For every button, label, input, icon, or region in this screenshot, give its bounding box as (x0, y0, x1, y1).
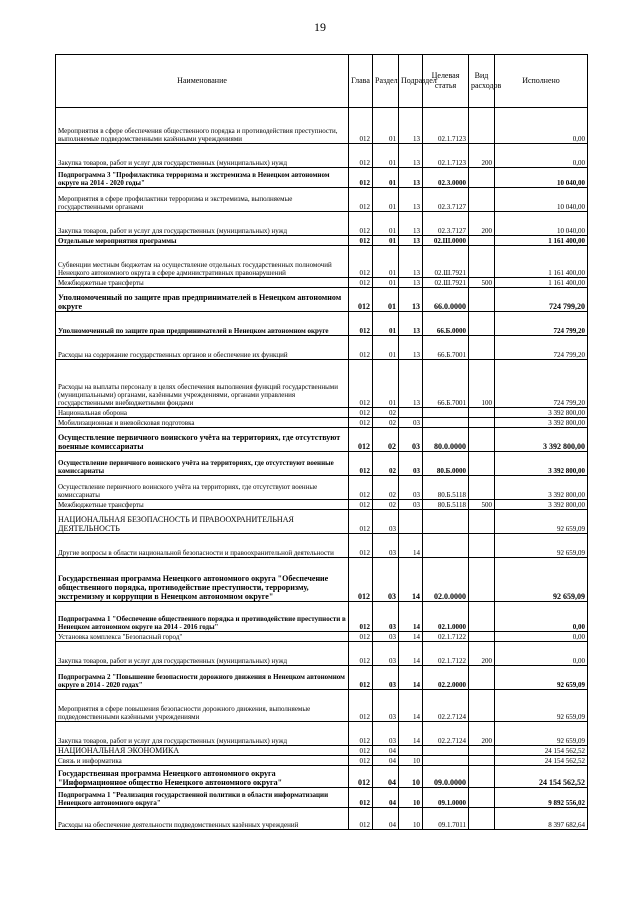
row-podrazdel: 13 (399, 312, 423, 336)
header-name: Наименование (56, 55, 349, 108)
table-row (56, 428, 588, 452)
table-row (56, 722, 588, 746)
table-body (56, 108, 588, 830)
budget-table (55, 54, 588, 830)
row-vid (469, 408, 495, 418)
row-glava: 012 (349, 336, 373, 360)
row-podrazdel: 14 (399, 690, 423, 722)
row-podrazdel: 13 (399, 168, 423, 188)
row-razdel: 01 (373, 336, 399, 360)
row-executed: 24 154 562,52 (495, 756, 588, 766)
row-executed: 92 659,09 (495, 666, 588, 690)
row-vid (469, 336, 495, 360)
row-glava: 012 (349, 312, 373, 336)
row-podrazdel: 13 (399, 360, 423, 408)
row-executed: 10 040,00 (495, 168, 588, 188)
table-row (56, 408, 588, 418)
row-podrazdel: 14 (399, 642, 423, 666)
row-razdel: 02 (373, 476, 399, 500)
table-row (56, 690, 588, 722)
row-name: Закупка товаров, работ и услуг для государственных (муниципальных) нужд (56, 144, 349, 168)
row-name: Мероприятия в сфере обеспечения общественного порядка и противодействия преступности, выполняемые подведомственными казёнными учреждениями (56, 108, 349, 144)
row-executed: 8 397 682,64 (495, 808, 588, 830)
row-glava: 012 (349, 236, 373, 246)
row-podrazdel: 03 (399, 428, 423, 452)
row-razdel: 04 (373, 788, 399, 808)
row-executed: 1 161 400,00 (495, 236, 588, 246)
row-name: Осуществление первичного воинского учёта на территориях, где отсутствуют военные комиссариаты (56, 428, 349, 452)
row-target: 02.3.7127 (423, 188, 469, 212)
row-executed: 24 154 562,52 (495, 766, 588, 788)
row-executed: 9 892 556,02 (495, 788, 588, 808)
row-target: 80.Б.5118 (423, 500, 469, 510)
row-vid (469, 534, 495, 558)
row-razdel: 02 (373, 408, 399, 418)
row-podrazdel: 13 (399, 108, 423, 144)
row-razdel: 04 (373, 746, 399, 756)
row-target: 02.0.0000 (423, 558, 469, 602)
row-executed: 92 659,09 (495, 722, 588, 746)
row-razdel: 01 (373, 288, 399, 312)
table-row (56, 788, 588, 808)
row-podrazdel: 13 (399, 188, 423, 212)
row-glava: 012 (349, 476, 373, 500)
row-executed: 1 161 400,00 (495, 246, 588, 278)
row-name: Расходы на обеспечение деятельности подведомственных казённых учреждений (56, 808, 349, 830)
row-glava: 012 (349, 746, 373, 756)
table-row (56, 766, 588, 788)
row-glava: 012 (349, 766, 373, 788)
row-executed: 3 392 800,00 (495, 476, 588, 500)
row-razdel: 03 (373, 510, 399, 534)
table-row (56, 212, 588, 236)
row-target: 02.2.7124 (423, 722, 469, 746)
row-podrazdel: 14 (399, 632, 423, 642)
row-target: 66.0.0000 (423, 288, 469, 312)
row-name: Подпрограмма 1 "Реализация государственной политики в области информатизации Ненецкого автономного округа" (56, 788, 349, 808)
row-executed: 10 040,00 (495, 188, 588, 212)
row-target: 80.0.0000 (423, 428, 469, 452)
table-row (56, 360, 588, 408)
row-razdel: 03 (373, 690, 399, 722)
table-row (56, 558, 588, 602)
row-target: 02.1.0000 (423, 602, 469, 632)
table-header-row (56, 55, 588, 108)
row-podrazdel: 13 (399, 212, 423, 236)
row-glava: 012 (349, 288, 373, 312)
row-glava: 012 (349, 188, 373, 212)
row-vid (469, 558, 495, 602)
row-glava: 012 (349, 360, 373, 408)
row-executed: 3 392 800,00 (495, 408, 588, 418)
row-vid (469, 690, 495, 722)
row-podrazdel: 13 (399, 336, 423, 360)
row-razdel: 04 (373, 766, 399, 788)
row-glava: 012 (349, 788, 373, 808)
row-glava: 012 (349, 558, 373, 602)
table-row (56, 246, 588, 278)
row-target: 80.Б.5118 (423, 476, 469, 500)
row-glava: 012 (349, 246, 373, 278)
row-glava: 012 (349, 418, 373, 428)
row-glava: 012 (349, 144, 373, 168)
table-row (56, 144, 588, 168)
row-razdel: 03 (373, 558, 399, 602)
row-vid (469, 666, 495, 690)
table-row (56, 808, 588, 830)
row-vid (469, 746, 495, 756)
row-name: Межбюджетные трансферты (56, 500, 349, 510)
row-glava: 012 (349, 642, 373, 666)
row-glava: 012 (349, 510, 373, 534)
row-razdel: 02 (373, 418, 399, 428)
row-executed: 3 392 800,00 (495, 428, 588, 452)
row-name: Расходы на содержание государственных органов и обеспечение их функций (56, 336, 349, 360)
table-row (56, 312, 588, 336)
row-target: 02.2.0000 (423, 666, 469, 690)
row-name: Закупка товаров, работ и услуг для государственных (муниципальных) нужд (56, 722, 349, 746)
row-razdel: 02 (373, 428, 399, 452)
row-razdel: 01 (373, 246, 399, 278)
row-target (423, 510, 469, 534)
row-name: Мероприятия в сфере профилактики терроризма и экстремизма, выполняемые государственными органами (56, 188, 349, 212)
row-glava: 012 (349, 690, 373, 722)
row-executed: 10 040,00 (495, 212, 588, 236)
row-executed: 1 161 400,00 (495, 278, 588, 288)
row-target: 02.1.7122 (423, 632, 469, 642)
row-executed: 724 799,20 (495, 360, 588, 408)
row-glava: 012 (349, 602, 373, 632)
row-vid: 200 (469, 144, 495, 168)
row-razdel: 01 (373, 212, 399, 236)
row-vid (469, 428, 495, 452)
row-podrazdel: 14 (399, 534, 423, 558)
row-razdel: 03 (373, 666, 399, 690)
row-glava: 012 (349, 534, 373, 558)
row-executed: 724 799,20 (495, 288, 588, 312)
row-glava: 012 (349, 756, 373, 766)
row-name: Осуществление первичного воинского учёта на территориях, где отсутствуют военные комиссариаты (56, 476, 349, 500)
row-name: Закупка товаров, работ и услуг для государственных (муниципальных) нужд (56, 642, 349, 666)
row-vid: 200 (469, 642, 495, 666)
row-target: 02.2.7124 (423, 690, 469, 722)
row-executed: 0,00 (495, 642, 588, 666)
row-executed: 0,00 (495, 108, 588, 144)
row-name: Национальная оборона (56, 408, 349, 418)
row-name: Подпрограмма 1 "Обеспечение общественного порядка и противодействие преступности в Ненецком автономном округе на 2014 - 2016 годы" (56, 602, 349, 632)
row-target: 02.1.7123 (423, 108, 469, 144)
row-name: Мобилизационная и вневойсковая подготовка (56, 418, 349, 428)
row-podrazdel: 13 (399, 144, 423, 168)
row-razdel: 01 (373, 168, 399, 188)
row-vid (469, 246, 495, 278)
row-vid (469, 168, 495, 188)
row-name: Подпрограмма 2 "Повышение безопасности дорожного движения в Ненецком автономном округе в 2014 - 2020 годах" (56, 666, 349, 690)
table-row (56, 756, 588, 766)
row-podrazdel: 14 (399, 666, 423, 690)
row-vid: 200 (469, 722, 495, 746)
row-name: Расходы на выплаты персоналу в целях обеспечения выполнения функций государственными (муниципальными) органами, казёнными учреждениями, органами управления государственными внебюджетными фондами (56, 360, 349, 408)
row-razdel: 01 (373, 278, 399, 288)
row-executed: 3 392 800,00 (495, 500, 588, 510)
row-podrazdel: 13 (399, 236, 423, 246)
row-podrazdel: 03 (399, 452, 423, 476)
row-name: Установка комплекса "Безопасный город" (56, 632, 349, 642)
row-name: Государственная программа Ненецкого автономного округа "Информационное общество Ненецкого автономного округа" (56, 766, 349, 788)
row-name: Мероприятия в сфере повышения безопасности дорожного движения, выполняемые подведомственными казёнными учреждениями (56, 690, 349, 722)
row-target: 66.Б.0000 (423, 312, 469, 336)
header-target: Целевая статья (423, 55, 469, 108)
row-name: Другие вопросы в области национальной безопасности и правоохранительной деятельности (56, 534, 349, 558)
row-vid: 500 (469, 278, 495, 288)
row-name: Государственная программа Ненецкого автономного округа "Обеспечение общественного порядка, противодействие преступности, терроризму, экстремизму и коррупции в Ненецком автономном округе" (56, 558, 349, 602)
row-glava: 012 (349, 500, 373, 510)
row-executed: 0,00 (495, 602, 588, 632)
row-glava: 012 (349, 108, 373, 144)
row-executed: 724 799,20 (495, 312, 588, 336)
table-row (56, 278, 588, 288)
row-vid (469, 632, 495, 642)
table-row (56, 476, 588, 500)
row-glava: 012 (349, 212, 373, 236)
row-razdel: 03 (373, 602, 399, 632)
row-podrazdel: 10 (399, 766, 423, 788)
row-vid (469, 602, 495, 632)
row-podrazdel: 14 (399, 722, 423, 746)
row-razdel: 03 (373, 632, 399, 642)
row-razdel: 01 (373, 236, 399, 246)
row-executed: 3 392 800,00 (495, 452, 588, 476)
row-razdel: 04 (373, 808, 399, 830)
row-podrazdel: 10 (399, 808, 423, 830)
row-glava: 012 (349, 722, 373, 746)
table-row (56, 632, 588, 642)
row-glava: 012 (349, 168, 373, 188)
row-razdel: 01 (373, 312, 399, 336)
row-target: 02.Ш.7921 (423, 246, 469, 278)
row-podrazdel: 13 (399, 278, 423, 288)
header-executed: Исполнено (495, 55, 588, 108)
row-name: Отдельные мероприятия программы (56, 236, 349, 246)
table-row (56, 108, 588, 144)
row-executed: 24 154 562,52 (495, 746, 588, 756)
row-razdel: 03 (373, 534, 399, 558)
row-vid (469, 788, 495, 808)
row-vid (469, 476, 495, 500)
row-podrazdel: 10 (399, 756, 423, 766)
table-row (56, 642, 588, 666)
row-target: 66.Б.7001 (423, 360, 469, 408)
row-razdel: 03 (373, 722, 399, 746)
table-row (56, 534, 588, 558)
row-target: 66.Б.7001 (423, 336, 469, 360)
row-target (423, 756, 469, 766)
row-target: 02.3.7127 (423, 212, 469, 236)
table-row (56, 418, 588, 428)
row-vid (469, 452, 495, 476)
row-executed: 92 659,09 (495, 534, 588, 558)
row-vid (469, 766, 495, 788)
row-podrazdel (399, 746, 423, 756)
table-row (56, 188, 588, 212)
row-target (423, 534, 469, 558)
row-podrazdel: 03 (399, 476, 423, 500)
table-row (56, 666, 588, 690)
row-name: Подпрограмма 3 "Профилактика терроризма и экстремизма в Ненецком автономном округе на 2014 - 2020 годы" (56, 168, 349, 188)
table-row (56, 168, 588, 188)
row-vid (469, 418, 495, 428)
row-executed: 3 392 800,00 (495, 418, 588, 428)
row-target (423, 746, 469, 756)
row-executed: 724 799,20 (495, 336, 588, 360)
row-razdel: 04 (373, 756, 399, 766)
header-razdel: Раздел (373, 55, 399, 108)
row-vid: 500 (469, 500, 495, 510)
row-target (423, 418, 469, 428)
row-razdel: 02 (373, 500, 399, 510)
row-target: 02.3.0000 (423, 168, 469, 188)
row-name: Связь и информатика (56, 756, 349, 766)
row-name: Межбюджетные трансферты (56, 278, 349, 288)
row-executed: 0,00 (495, 144, 588, 168)
row-vid (469, 756, 495, 766)
row-vid (469, 188, 495, 212)
table-row (56, 510, 588, 534)
header-podrazdel: Подраздел (399, 55, 423, 108)
row-target: 02.1.7122 (423, 642, 469, 666)
row-executed: 92 659,09 (495, 510, 588, 534)
row-target: 02.Ш.0000 (423, 236, 469, 246)
table-row (56, 746, 588, 756)
table-row (56, 336, 588, 360)
row-podrazdel (399, 510, 423, 534)
row-executed: 92 659,09 (495, 690, 588, 722)
row-executed: 92 659,09 (495, 558, 588, 602)
row-razdel: 01 (373, 360, 399, 408)
table-row (56, 236, 588, 246)
table-row (56, 500, 588, 510)
row-target: 02.1.7123 (423, 144, 469, 168)
row-target: 09.1.7011 (423, 808, 469, 830)
row-target: 02.Ш.7921 (423, 278, 469, 288)
row-name: Уполномоченный по защите прав предпринимателей в Ненецком автономном округе (56, 312, 349, 336)
row-target: 09.0.0000 (423, 766, 469, 788)
row-razdel: 01 (373, 108, 399, 144)
row-vid: 100 (469, 360, 495, 408)
row-name: Осуществление первичного воинского учёта на территориях, где отсутствуют военные комиссариаты (56, 452, 349, 476)
row-razdel: 01 (373, 188, 399, 212)
row-target: 80.Б.0000 (423, 452, 469, 476)
row-podrazdel: 14 (399, 558, 423, 602)
row-vid (469, 236, 495, 246)
row-glava: 012 (349, 632, 373, 642)
table-row (56, 452, 588, 476)
row-vid (469, 288, 495, 312)
row-podrazdel: 13 (399, 288, 423, 312)
table-row (56, 288, 588, 312)
row-name: НАЦИОНАЛЬНАЯ БЕЗОПАСНОСТЬ И ПРАВООХРАНИТЕЛЬНАЯ ДЕЯТЕЛЬНОСТЬ (56, 510, 349, 534)
page-number: 19 (314, 20, 326, 34)
header-glava: Глава (349, 55, 373, 108)
row-name: Субвенции местным бюджетам на осуществление отдельных государственных полномочий Ненецкого автономного округа в сфере административных правонарушений (56, 246, 349, 278)
row-podrazdel (399, 408, 423, 418)
table-row (56, 602, 588, 632)
row-vid (469, 108, 495, 144)
row-glava: 012 (349, 408, 373, 418)
row-target (423, 408, 469, 418)
row-name: Уполномоченный по защите прав предпринимателей в Ненецком автономном округе (56, 288, 349, 312)
row-vid (469, 510, 495, 534)
row-podrazdel: 03 (399, 418, 423, 428)
row-glava: 012 (349, 278, 373, 288)
row-glava: 012 (349, 808, 373, 830)
row-podrazdel: 13 (399, 246, 423, 278)
row-glava: 012 (349, 666, 373, 690)
row-glava: 012 (349, 452, 373, 476)
row-executed: 0,00 (495, 632, 588, 642)
row-vid (469, 808, 495, 830)
row-name: НАЦИОНАЛЬНАЯ ЭКОНОМИКА (56, 746, 349, 756)
row-vid (469, 312, 495, 336)
row-razdel: 02 (373, 452, 399, 476)
row-target: 09.1.0000 (423, 788, 469, 808)
row-podrazdel: 14 (399, 602, 423, 632)
row-razdel: 01 (373, 144, 399, 168)
row-podrazdel: 10 (399, 788, 423, 808)
row-razdel: 03 (373, 642, 399, 666)
row-glava: 012 (349, 428, 373, 452)
header-vid: Вид расходов (469, 55, 495, 108)
row-vid: 200 (469, 212, 495, 236)
row-podrazdel: 03 (399, 500, 423, 510)
row-name: Закупка товаров, работ и услуг для государственных (муниципальных) нужд (56, 212, 349, 236)
